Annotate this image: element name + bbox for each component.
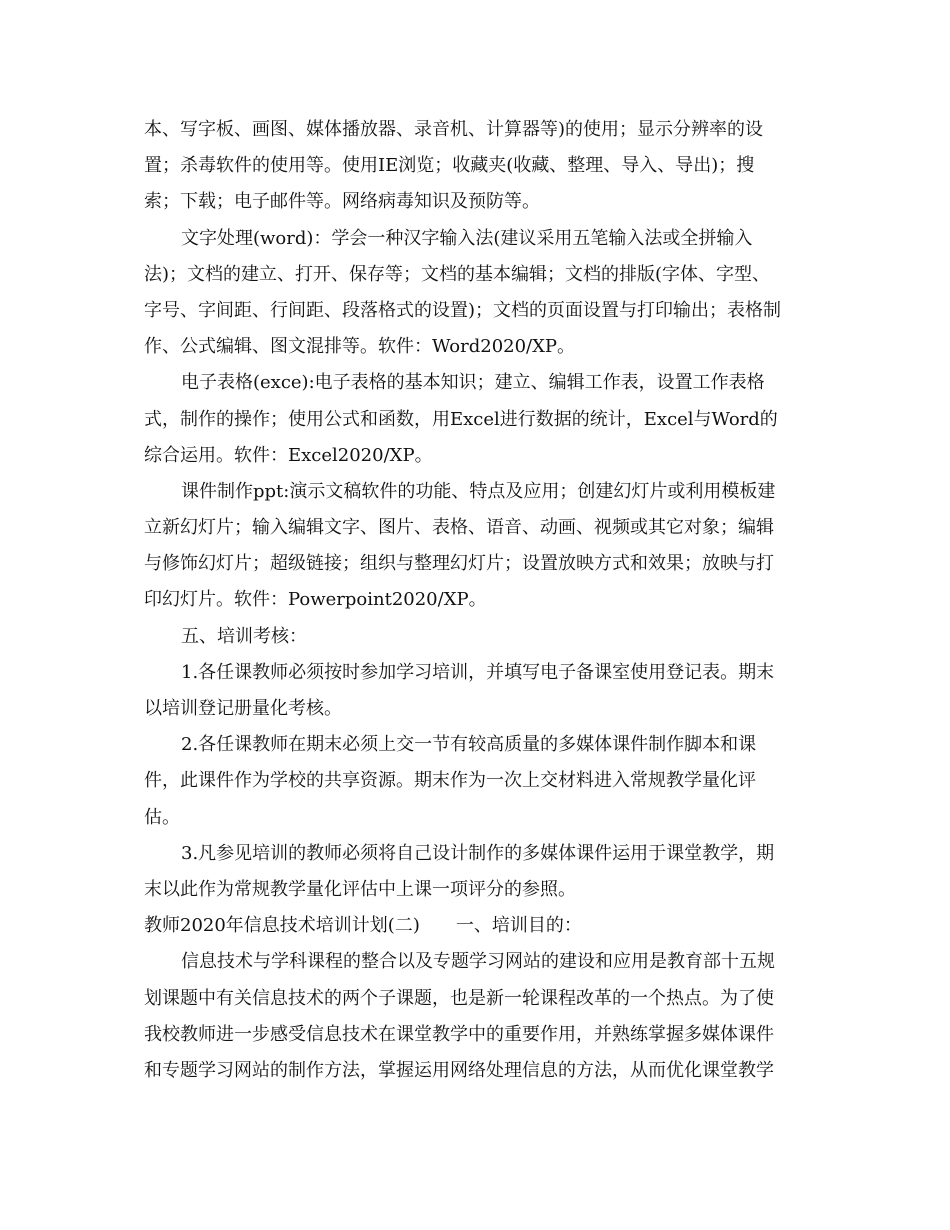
text-line: 本、写字板、画图、媒体播放器、录音机、计算器等)的使用；显示分辨率的设 bbox=[144, 119, 764, 140]
text-line: 作、公式编辑、图文混排等。软件：Word2020/XP。 bbox=[144, 336, 576, 358]
text-line: 和专题学习网站的制作方法，掌握运用网络处理信息的方法，从而优化课堂教学 bbox=[144, 1059, 774, 1081]
text-line: 估。 bbox=[144, 806, 180, 828]
text-line: 立新幻灯片；输入编辑文字、图片、表格、语音、动画、视频或其它对象；编辑 bbox=[144, 517, 774, 539]
text-line: 件，此课件作为学校的共享资源。期末作为一次上交材料进入常规教学量化评 bbox=[144, 770, 756, 792]
text-line: 划课题中有关信息技术的两个子课题，也是新一轮课程改革的一个热点。为了使 bbox=[144, 987, 774, 1009]
text-line: 电子表格(exce):电子表格的基本知识；建立、编辑工作表，设置工作表格 bbox=[181, 372, 765, 394]
text-line: 法)；文档的建立、打开、保存等；文档的基本编辑；文档的排版(字体、字型、 bbox=[144, 263, 771, 285]
text-line: 印幻灯片。软件：Powerpoint2020/XP。 bbox=[144, 589, 487, 611]
text-line: 信息技术与学科课程的整合以及专题学习网站的建设和应用是教育部十五规 bbox=[181, 951, 775, 973]
text-line: 末以此作为常规教学量化评估中上课一项评分的参照。 bbox=[144, 878, 576, 900]
text-line: 五、培训考核： bbox=[181, 625, 307, 647]
text-line: 文字处理(word)：学会一种汉字输入法(建议采用五笔输入法或全拼输入 bbox=[181, 227, 753, 249]
text-line: 3.凡参见培训的教师必须将自己设计制作的多媒体课件运用于课堂教学，期 bbox=[181, 842, 775, 864]
text-line: 1.各任课教师必须按时参加学习培训，并填写电子备课室使用登记表。期末 bbox=[181, 661, 775, 683]
document-body bbox=[144, 112, 816, 1089]
text-line: 课件制作ppt:演示文稿软件的功能、特点及应用；创建幻灯片或利用模板建 bbox=[181, 480, 776, 502]
text-line: 教师2020年信息技术培训计划(二) 一、培训目的： bbox=[144, 915, 582, 937]
text-line: 以培训登记册量化考核。 bbox=[144, 698, 342, 719]
text-line: 我校教师进一步感受信息技术在课堂教学中的重要作用，并熟练掌握多媒体课件 bbox=[144, 1023, 774, 1045]
text-line: 置；杀毒软件的使用等。使用IE浏览；收藏夹(收藏、整理、导入、导出)；搜 bbox=[144, 155, 755, 177]
text-line: 索；下载；电子邮件等。网络病毒知识及预防等。 bbox=[144, 191, 540, 213]
text-line: 式，制作的操作；使用公式和函数，用Excel进行数据的统计，Excel与Word的 bbox=[144, 408, 778, 430]
text-line: 2.各任课教师在期末必须上交一节有较高质量的多媒体课件制作脚本和课 bbox=[181, 734, 757, 756]
text-line: 与修饰幻灯片；超级链接；组织与整理幻灯片；设置放映方式和效果；放映与打 bbox=[144, 553, 774, 575]
text-line: 综合运用。软件：Excel2020/XP。 bbox=[144, 444, 433, 466]
text-line: 字号、字间距、行间距、段落格式的设置)；文档的页面设置与打印输出；表格制 bbox=[144, 299, 782, 321]
